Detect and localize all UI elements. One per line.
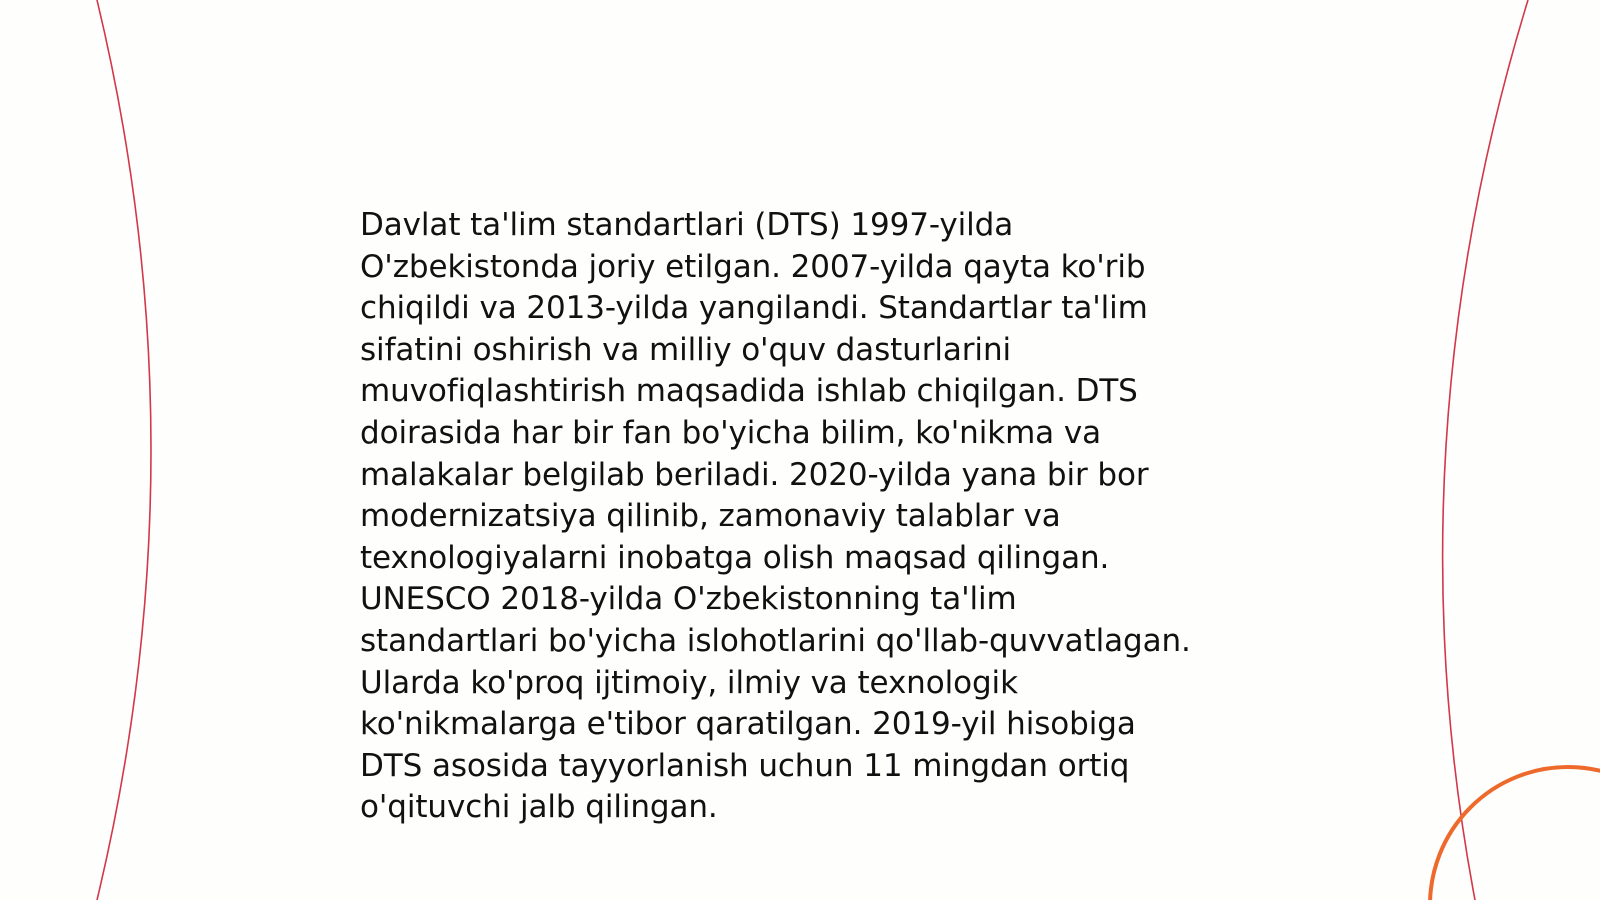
slide-body-text: Davlat ta'lim standartlari (DTS) 1997-yilda O'zbekistonda joriy etilgan. 2007-yilda qayta ko'rib chiqildi va 2013-yilda yangilandi. Standartlar ta'lim sifatini oshirish va milliy o'quv dasturlarini muvofiqlashtirish maqsadida ishlab chiqilgan. DTS doirasida har bir fan bo'yicha bilim, ko'nikma va malakalar belgilab beriladi. 2020-yilda yana bir bor modernizatsiya qilinib, zamonaviy talablar va texnologiyalarni inobatga olish maqsad qilingan. UNESCO 2018-yilda O'zbekistonning ta'lim standartlari bo'yicha islohotlarini qo'llab-quvvatlagan. Ularda ko'proq ijtimoiy, ilmiy va texnologik ko'nikmalarga e'tibor qaratilgan. 2019-yil hisobiga DTS asosida tayyorlanish uchun 11 mingdan ortiq o'qituvchi jalb qilingan.: [360, 207, 1191, 826]
left-arc-line: [97, 0, 151, 900]
accent-circle: [1430, 767, 1600, 900]
right-arc-line: [1443, 0, 1528, 900]
